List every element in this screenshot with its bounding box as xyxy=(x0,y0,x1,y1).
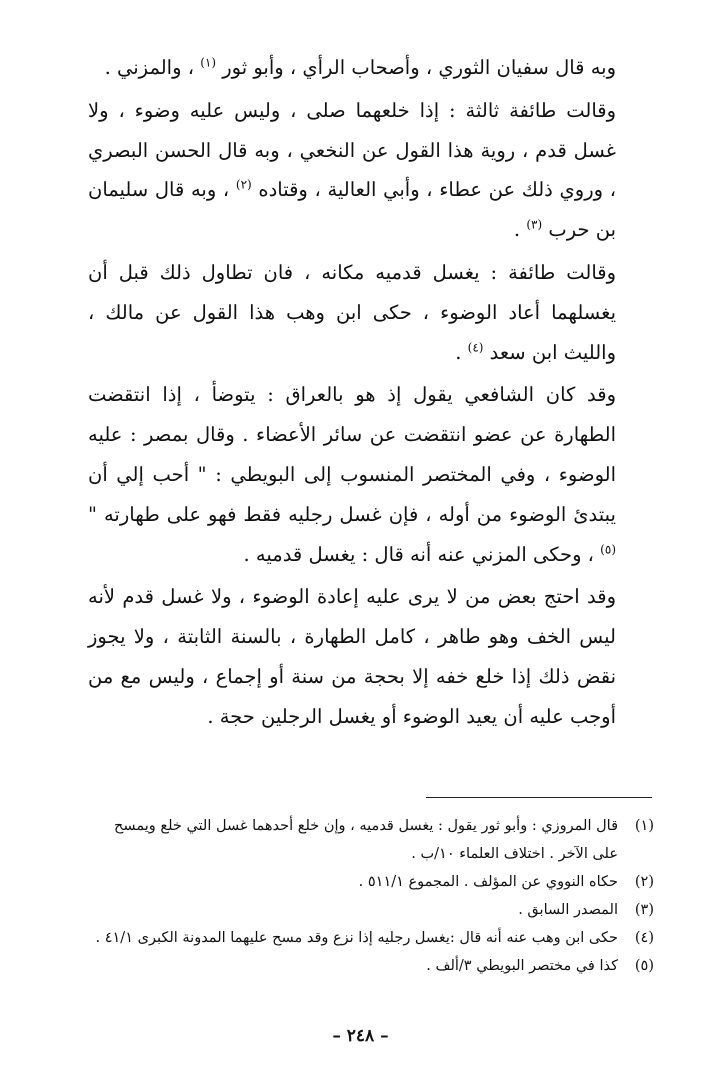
paragraph-4-text-b: ، وحكى المزني عنه أنه قال : يغسل قدميه . xyxy=(243,542,601,566)
footnote-number: (٢) xyxy=(634,874,654,890)
page-number: – ٢٤٨ – xyxy=(332,1026,389,1046)
footnote-ref-1: (١) xyxy=(200,55,217,70)
footnote-3 xyxy=(86,896,654,924)
footnote-number: (٥) xyxy=(634,958,654,974)
footnote-text: كذا في مختصر البويطي ٣/ألف . xyxy=(426,958,618,974)
paragraph-5 xyxy=(88,577,616,736)
footnote-5 xyxy=(86,952,654,980)
footnote-number: (٤) xyxy=(634,930,654,946)
footnote-ref-5: (٥) xyxy=(600,542,616,557)
paragraph-2-text-b: ، وبه قال سليمان بن حرب xyxy=(88,178,616,242)
footnote-2 xyxy=(86,868,654,896)
paragraph-3 xyxy=(88,253,616,372)
footnote-4 xyxy=(86,924,654,952)
paragraph-4-text-a: وقد كان الشافعي يقول إذ هو بالعراق : يتوضأ ، إذا انتقضت الطهارة عن عضو انتقضت عن سائر الأعضاء . وقال بمصر : عليه الوضوء ، وفي المختصر المنسوب إلى البويطي : " أحب إلي أن يبتدئ الوضوء من أوله ، فإن غسل رجليه فقط فهو على طهارته " xyxy=(88,383,616,526)
main-text xyxy=(88,48,616,737)
paragraph-2 xyxy=(88,91,616,250)
paragraph-1 xyxy=(88,48,616,88)
paragraph-2-text-c: . xyxy=(513,218,527,242)
footnote-text: قال المروزي : وأبو ثور يقول : يغسل قدميه ، وإن خلع أحدهما غسل التي خلع ويمسح على الآخر . اختلاف العلماء ١٠/ب . xyxy=(114,818,618,862)
paragraph-5-text: وقد احتج بعض من لا يرى عليه إعادة الوضوء ، ولا غسل قدم لأنه ليس الخف وهو طاهر ، كامل الطهارة ، بالسنة الثابتة ، ولا يجوز نقض ذلك إذا خلع خفه إلا بحجة من سنة أو إجماع ، وليس مع من أوجب عليه أن يعيد الوضوء أو يغسل الرجلين حجة . xyxy=(88,585,616,728)
paragraph-3-text-b: . xyxy=(455,340,468,364)
paragraph-1-text-b: ، والمزني . xyxy=(104,56,201,79)
paragraph-3-text-a: وقالت طائفة : يغسل قدميه مكانه ، فان تطاول ذلك قبل أن يغسلهما أعاد الوضوء ، حكى ابن وهب هذا القول عن مالك ، والليث ابن سعد xyxy=(88,260,616,364)
footnote-ref-4: (٤) xyxy=(467,340,484,355)
footnotes xyxy=(86,812,654,980)
paragraph-1-text-a: وبه قال سفيان الثوري ، وأصحاب الرأي ، وأبو ثور xyxy=(216,56,616,79)
footnote-1 xyxy=(86,812,654,868)
footnote-ref-3: (٣) xyxy=(526,217,543,232)
footnote-number: (١) xyxy=(634,818,654,834)
paragraph-4 xyxy=(88,375,616,574)
footnote-ref-2: (٢) xyxy=(235,177,252,192)
footnote-number: (٣) xyxy=(634,902,654,918)
footnote-separator xyxy=(426,797,652,798)
footnote-text: المصدر السابق . xyxy=(518,902,618,918)
footnote-text: حكى ابن وهب عنه أنه قال :يغسل رجليه إذا نزع وقد مسح عليهما المدونة الكبرى ٤١/١ . xyxy=(95,930,618,946)
footnote-text: حكاه النووي عن المؤلف . المجموع ٥١١/١ . xyxy=(358,874,618,890)
paragraph-2-text-a: وقالت طائفة ثالثة : إذا خلعهما صلى ، وليس عليه وضوء ، ولا غسل قدم ، روية هذا القول عن النخعي ، وبه قال الحسن البصري ، وروي ذلك عن عطاء ، وأبي العالية ، وقتاده xyxy=(88,98,616,202)
